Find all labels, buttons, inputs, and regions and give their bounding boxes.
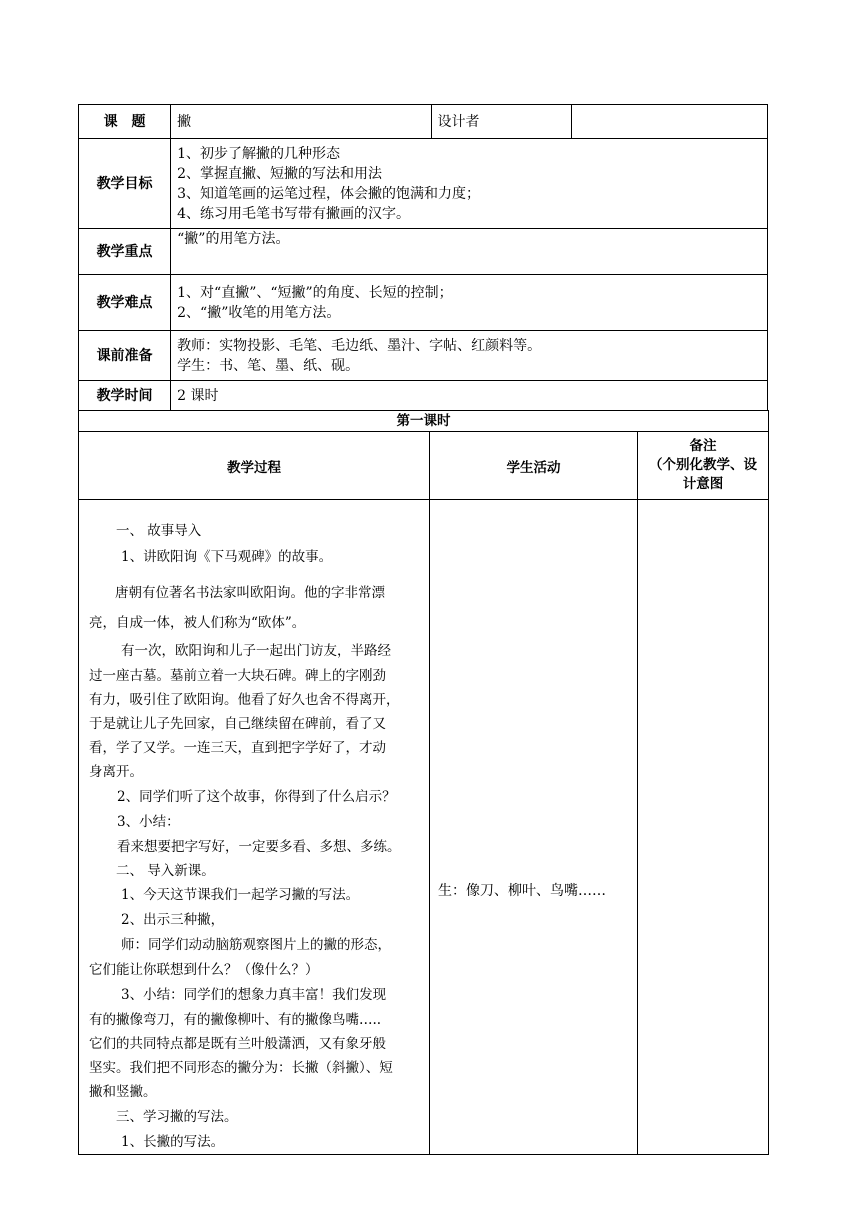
process-line: 2、同学们听了这个故事，你得到了什么启示？ [117,789,396,805]
section-heading: 三、学习撇的写法。 [116,1109,238,1125]
process-line: 3、小结： [117,814,180,830]
process-line: 亮，自成一体，被人们称为“欧体”。 [89,615,306,631]
process-line: 它们能让你联想到什么？（像什么？） [89,962,319,978]
notes-column-header [638,432,769,500]
prep-label: 课前准备 [79,331,171,381]
notes-header-line: 计意图 [682,476,724,492]
lesson-process-table [78,410,769,1155]
process-line: 1、今天这节课我们一起学习撇的写法。 [121,887,360,903]
process-line: 看来想要把字写好，一定要多看、多想、多练。 [117,839,401,855]
goal-item: 1、初步了解撇的几种形态 [177,145,341,162]
topic-value: 撇 [171,105,431,139]
difficulty-list [171,275,768,331]
difficulty-item: 2、“撇”收笔的用笔方法。 [177,304,341,321]
prep-item: 教师：实物投影、毛笔、毛边纸、墨汁、字帖、红颜料等。 [177,337,542,354]
notes-cell [638,500,769,1155]
time-value: 2 课时 [171,381,768,411]
process-line: 有一次，欧阳询和儿子一起出门访友，半路经 [121,643,391,659]
key-point-label: 教学重点 [79,229,171,275]
process-line: 唐朝有位著名书法家叫欧阳询。他的字非常漂 [115,585,385,601]
process-line: 师：同学们动动脑筋观察图片上的撇的形态， [121,937,391,953]
designer-value [571,105,767,139]
notes-header-line: 备注 [689,438,717,454]
prep-list [171,331,768,381]
section-heading: 一、 故事导入 [116,523,202,539]
process-line: 过一座古墓。墓前立着一大块石碑。碑上的字刚劲 [89,668,386,684]
topic-label: 课 题 [79,105,171,139]
process-line: 它们的共同特点都是既有兰叶般潇洒，又有象牙般 [89,1036,386,1052]
goals-list [171,139,768,229]
student-activity-text: 生：像刀、柳叶、鸟嘴…… [438,883,606,899]
process-column-header: 教学过程 [79,432,430,500]
process-line: 身离开。 [89,764,143,780]
difficulty-item: 1、对“直撇”、“短撇”的角度、长短的控制； [177,284,453,301]
prep-item: 学生：书、笔、墨、纸、砚。 [177,357,360,374]
process-line: 有力，吸引住了欧阳询。他看了好久也舍不得离开， [89,692,400,708]
process-line: 撇和竖撇。 [89,1084,157,1100]
goal-item: 3、知道笔画的运笔过程，体会撇的饱满和力度； [177,185,481,202]
lesson-info-table [78,104,768,411]
process-line: 于是就让儿子先回家，自己继续留在碑前，看了又 [89,716,386,732]
notes-header-line: （个别化教学、设 [649,457,757,473]
activity-column-header: 学生活动 [430,432,638,500]
process-cell [79,500,430,1155]
process-line: 看，学了又学。一连三天，直到把字学好了，才动 [89,740,386,756]
difficulty-label: 教学难点 [79,275,171,331]
process-line: 1、长撇的写法。 [121,1134,225,1150]
goal-item: 2、掌握直撇、短撇的写法和用法 [177,165,383,182]
process-line: 2、出示三种撇， [121,912,225,928]
process-line: 1、讲欧阳询《下马观碑》的故事。 [121,549,333,565]
session-title: 第一课时 [79,411,769,432]
time-label: 教学时间 [79,381,171,411]
process-line: 有的撇像弯刀，有的撇像柳叶、有的撇像鸟嘴….. [89,1012,382,1028]
section-heading: 二、 导入新课。 [116,863,215,879]
goals-label: 教学目标 [79,139,171,229]
activity-cell [430,500,638,1155]
goal-item: 4、练习用毛笔书写带有撇画的汉字。 [177,205,411,222]
key-point-value: “撇”的用笔方法。 [171,229,768,275]
designer-label: 设计者 [431,105,571,139]
process-line: 3、小结：同学们的想象力真丰富！我们发现 [121,987,387,1003]
process-line: 坚实。我们把不同形态的撇分为：长撇（斜撇）、短 [89,1060,393,1076]
